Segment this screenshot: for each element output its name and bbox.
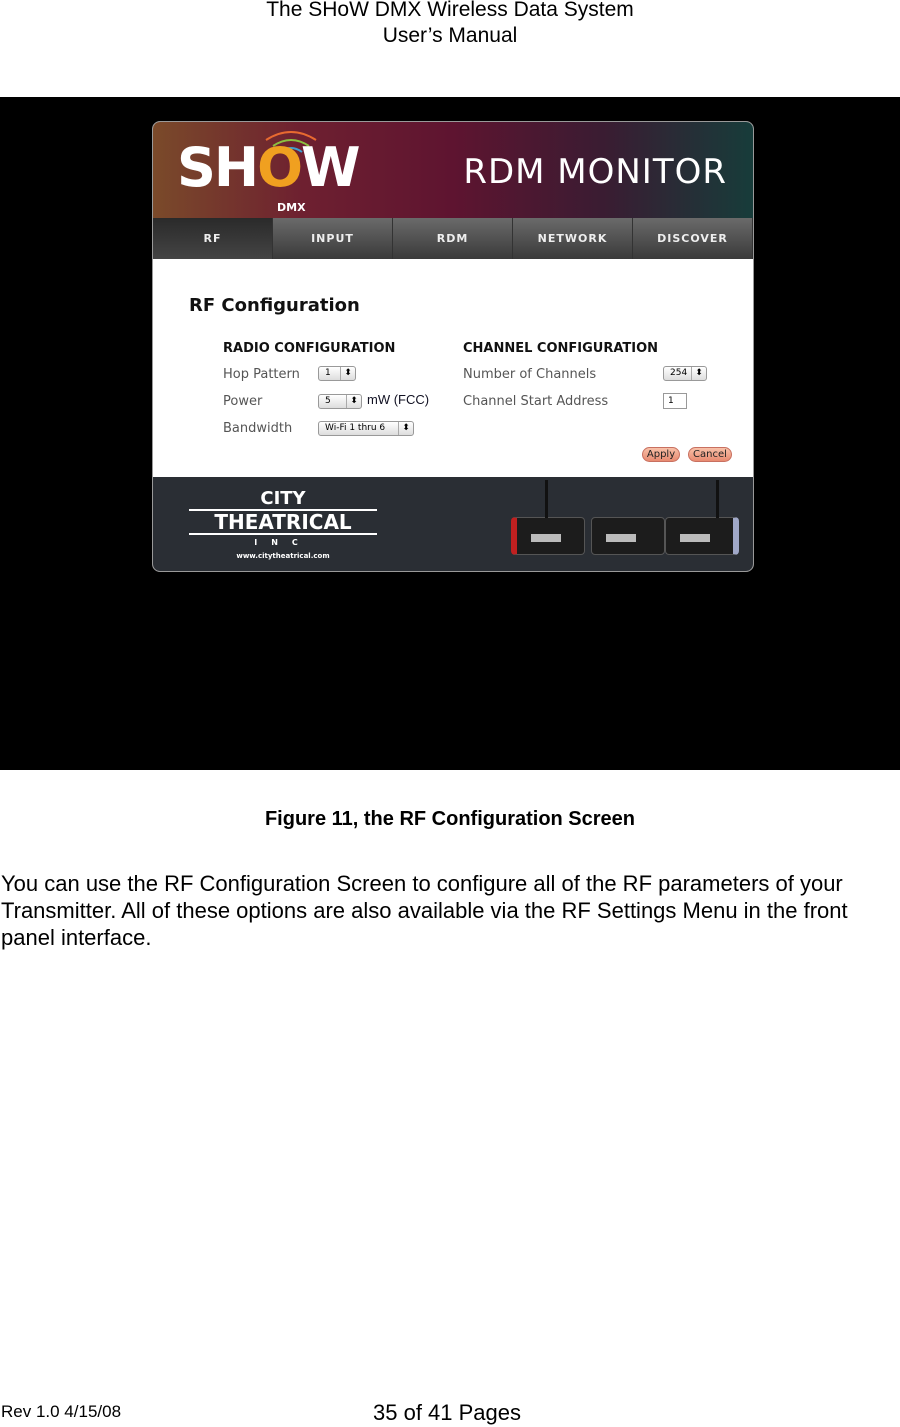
radio-heading: RADIO CONFIGURATION — [223, 341, 396, 356]
power-unit: mW (FCC) — [367, 392, 430, 407]
show-logo: SHOW — [177, 136, 359, 199]
revision-footer: Rev 1.0 4/15/08 — [1, 1402, 122, 1421]
logo-dmx: DMX — [277, 201, 306, 214]
tab-discover[interactable]: DISCOVER — [633, 218, 753, 259]
bandwidth-label: Bandwidth — [223, 421, 293, 436]
tab-input[interactable]: INPUT — [273, 218, 393, 259]
receiver-image-2 — [665, 517, 739, 555]
cancel-button[interactable]: Cancel — [688, 447, 732, 462]
header-subtitle: User’s Manual — [382, 24, 518, 47]
header-title: The SHoW DMX Wireless Data System — [266, 0, 634, 21]
rf-config-content — [153, 259, 753, 477]
panel-footer — [153, 477, 753, 571]
start-address-input[interactable]: 1 — [663, 393, 687, 409]
power-select[interactable]: 5 ⬍ — [318, 394, 362, 409]
brand-url: www.citytheatrical.com — [236, 552, 330, 560]
num-channels-label: Number of Channels — [463, 367, 597, 382]
banner — [153, 122, 753, 218]
tab-network[interactable]: NETWORK — [513, 218, 633, 259]
num-channels-select[interactable]: 254 ⬍ — [663, 366, 707, 381]
tab-rf[interactable]: RF — [153, 218, 273, 259]
channel-heading: CHANNEL CONFIGURATION — [463, 341, 659, 356]
transmitter-image — [511, 517, 585, 555]
nav-tabs — [153, 218, 753, 259]
receiver-image — [591, 517, 665, 555]
screenshot-figure — [0, 97, 900, 770]
bandwidth-select[interactable]: Wi-Fi 1 thru 6 ⬍ — [318, 421, 414, 436]
page-header — [0, 0, 900, 49]
body-paragraph: You can use the RF Configuration Screen to configure all of the RF parameters of your Transmitter. All of these options are also available via the RF Settings Menu in the front panel interface. — [1, 871, 848, 950]
start-address-label: Channel Start Address — [463, 394, 609, 409]
city-theatrical-logo: CITY THEATRICAL INC www.citytheatrical.com — [189, 489, 377, 561]
hop-pattern-select[interactable]: 1 ⬍ — [318, 366, 356, 381]
hop-pattern-label: Hop Pattern — [223, 367, 300, 382]
rdm-monitor-window — [152, 121, 754, 572]
power-label: Power — [223, 394, 263, 409]
tab-rdm[interactable]: RDM — [393, 218, 513, 259]
page-number: 35 of 41 Pages — [373, 1400, 522, 1425]
figure-caption: Figure 11, the RF Configuration Screen — [264, 808, 636, 830]
apply-button[interactable]: Apply — [642, 447, 680, 462]
app-title: RDM MONITOR — [463, 152, 727, 192]
page-title: RF Configuration — [189, 295, 360, 316]
